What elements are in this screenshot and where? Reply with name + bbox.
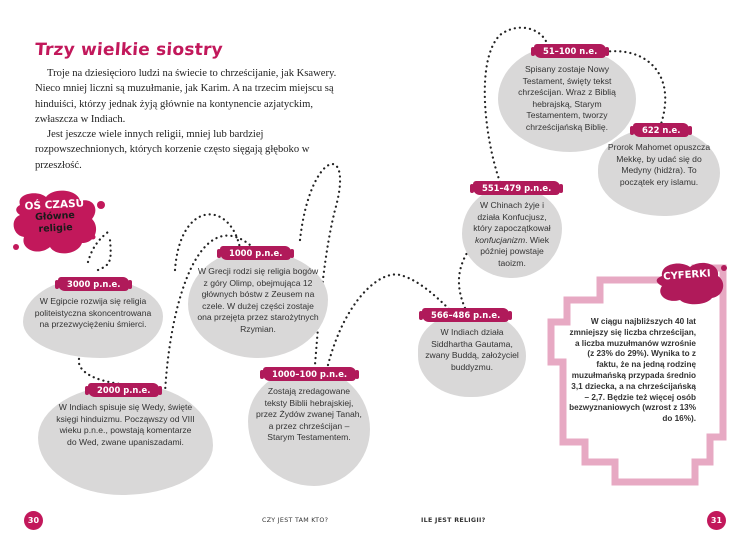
event-date-622ad: 622 n.e. <box>633 123 689 137</box>
cyferki-text: W ciągu najbliższych 40 lat zmniejszy się liczba chrześcijan, a liczba muzułmanów wzrośnie (z 23% do 29%). Wynika to z faktu, że na jedną rodzinę muzułmańską przypada średnio 3,1 dziecka, a na chrześcijańską – 2,7. Będzie też więcej osób bezwyznaniowych (wzrost z 13% do 16%). <box>569 317 696 424</box>
intro-paragraph-2: Jest jeszcze wiele innych religii, mniej lub bardziej rozpowszechnionych, których korzenie często sięgają głęboko w przeszłość. <box>35 129 310 171</box>
event-text-1000-100bc: Zostają zredagowane teksty Biblii hebrajskiej, przez Żydów zwanej Tanah, a przez chrześcijan – Starym Testamentem. <box>256 386 362 443</box>
page-number-right: 31 <box>707 511 726 530</box>
event-text-3000bc: W Egipcie rozwija się religia politeistyczna skoncentrowana na przezwyciężeniu śmierci. <box>34 296 152 330</box>
event-date-1000-100bc: 1000–100 p.n.e. <box>263 367 356 381</box>
timeline-badge <box>21 197 89 236</box>
page-number-left: 30 <box>24 511 43 530</box>
event-text-551-479bc <box>468 200 556 270</box>
event-text-1000bc: W Grecji rodzi się religia bogów z góry Olimp, obejmująca 12 głównych bóstw z Zeusem na czele. W dużej części zostaje ona przejęta przez starożytnych Rzymian. <box>197 266 319 334</box>
timeline-badge-subtitle: Główne religie <box>34 209 76 235</box>
event-text-2000bc: W Indiach spisuje się Wedy, święte księgi hinduizmu. Począwszy od VIII wieku p.n.e., powstają komentarze do Wed, zwane upaniszadami. <box>56 402 195 447</box>
intro-paragraph-1: Troje na dziesięcioro ludzi na świecie to chrześcijanie, jak Ksawery. Nieco mniej liczni są muzułmanie, jak Karim. A na trzecim miejscu są hinduiści, którzy jednak żyją głównie na kontynencie azjatyckim, zwłaszcza w Indiach. <box>35 68 337 125</box>
confucius-text-italic: konfucjanizm <box>474 234 526 245</box>
cyferki-splash <box>652 258 730 308</box>
event-date-551-479bc: 551–479 p.n.e. <box>473 181 560 195</box>
event-date-51-100ad: 51–100 n.e. <box>534 44 606 58</box>
cyferki-title: CYFERKI <box>662 268 712 283</box>
page-title: Trzy wielkie siostry <box>34 40 224 60</box>
event-date-2000bc: 2000 p.n.e. <box>88 383 159 397</box>
event-text-51-100ad: Spisany zostaje Nowy Testament, święty tekst chrześcijan. Wraz z Biblią hebrajską, Starym Testamentem, tworzy chrześcijańską Biblię. <box>518 64 616 132</box>
event-date-566-486bc: 566–486 p.n.e. <box>422 308 509 322</box>
timeline-badge-title: OŚ CZASU <box>24 197 85 213</box>
event-date-1000bc: 1000 p.n.e. <box>220 246 291 260</box>
event-text-622ad: Prorok Mahomet opuszcza Mekkę, by udać się do Medyny (hidżra). To początek ery islamu. <box>607 142 711 187</box>
event-text-566-486bc: W Indiach działa Siddhartha Gautama, zwany Buddą, założyciel buddyzmu. <box>425 327 519 372</box>
confucius-text-end: . Wiek później powstaje taoizm. <box>480 234 550 268</box>
running-title-right: ILE JEST RELIGII? <box>421 517 486 524</box>
confucius-text-start: W Chinach żyje i działa Konfucjusz, który zapoczątkował <box>473 200 551 234</box>
running-title-left: CZY JEST TAM KTO? <box>262 517 329 524</box>
event-date-3000bc: 3000 p.n.e. <box>58 277 129 291</box>
